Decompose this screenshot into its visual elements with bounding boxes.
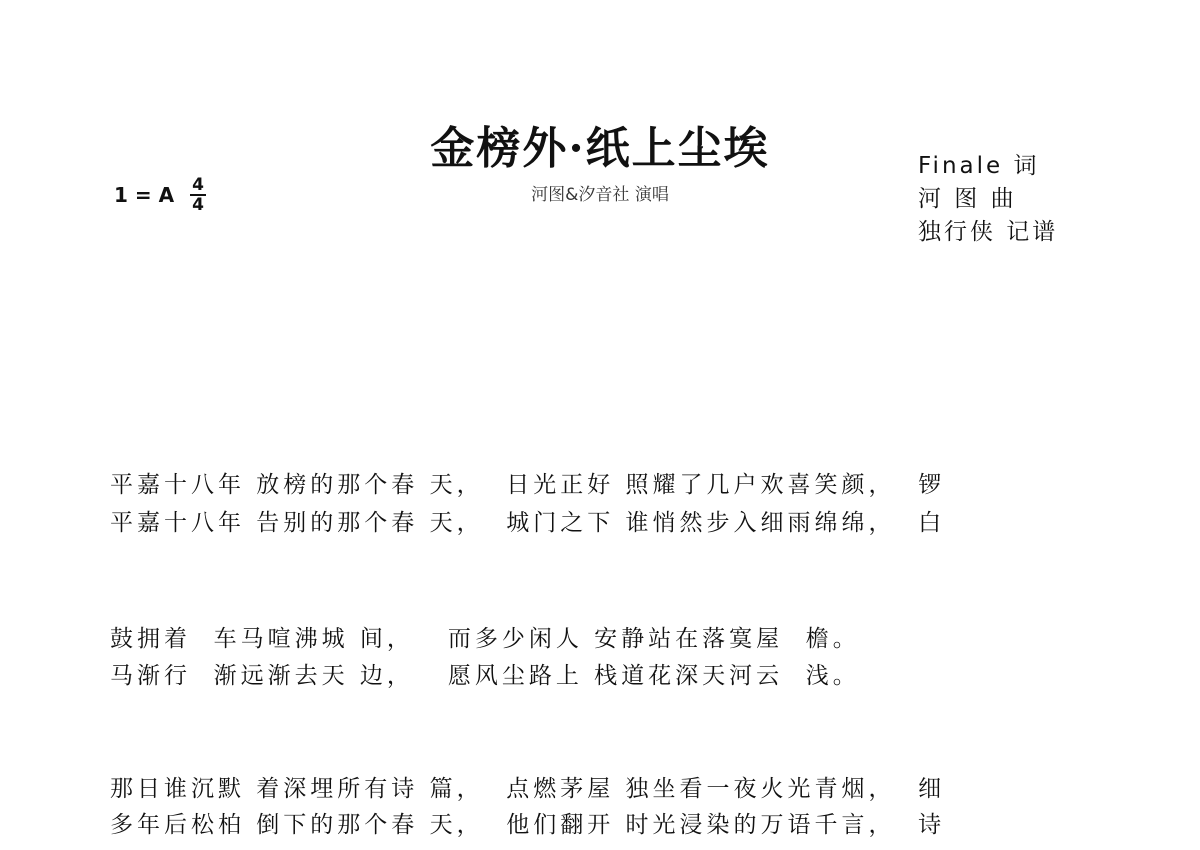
notation-line-1 xyxy=(110,260,1090,304)
song-title: 金榜外·纸上尘埃 xyxy=(430,123,770,174)
lyric-line-6: 多年后松柏 倒下的那个春 天， 他们翻开 时光浸染的万语千言， 诗 xyxy=(110,812,946,838)
performer-subtitle: 河图&汐音社 演唱 xyxy=(531,185,669,205)
lyric-line-1: 平嘉十八年 放榜的那个春 天， 日光正好 照耀了几户欢喜笑颜， 锣 xyxy=(110,472,946,498)
lyric-line-2: 平嘉十八年 告别的那个春 天， 城门之下 谁悄然步入细雨绵绵， 白 xyxy=(110,510,946,536)
lyric-line-3: 鼓拥着 车马喧沸城 间， 而多少闲人 安静站在落寞屋 檐。 xyxy=(110,626,860,652)
time-signature xyxy=(190,176,206,214)
credit-lyricist: Finale 词 xyxy=(918,153,1040,179)
credit-transcriber: 独行侠 记谱 xyxy=(918,219,1059,245)
meter-numerator: 4 xyxy=(192,175,204,195)
notation-line-5 xyxy=(110,716,1090,760)
notation-line-3 xyxy=(110,412,1090,456)
notation-line-2 xyxy=(110,337,1090,381)
lyric-line-5: 那日谁沉默 着深埋所有诗 篇， 点燃茅屋 独坐看一夜火光青烟， 细 xyxy=(110,776,946,802)
meter-denominator: 4 xyxy=(190,194,206,214)
notation-line-4 xyxy=(110,566,1090,610)
key-signature: 1 = A xyxy=(114,183,175,207)
credit-composer: 河 图 曲 xyxy=(918,186,1017,212)
lyric-line-4: 马渐行 渐远渐去天 边， 愿风尘路上 栈道花深天河云 浅。 xyxy=(110,663,860,689)
